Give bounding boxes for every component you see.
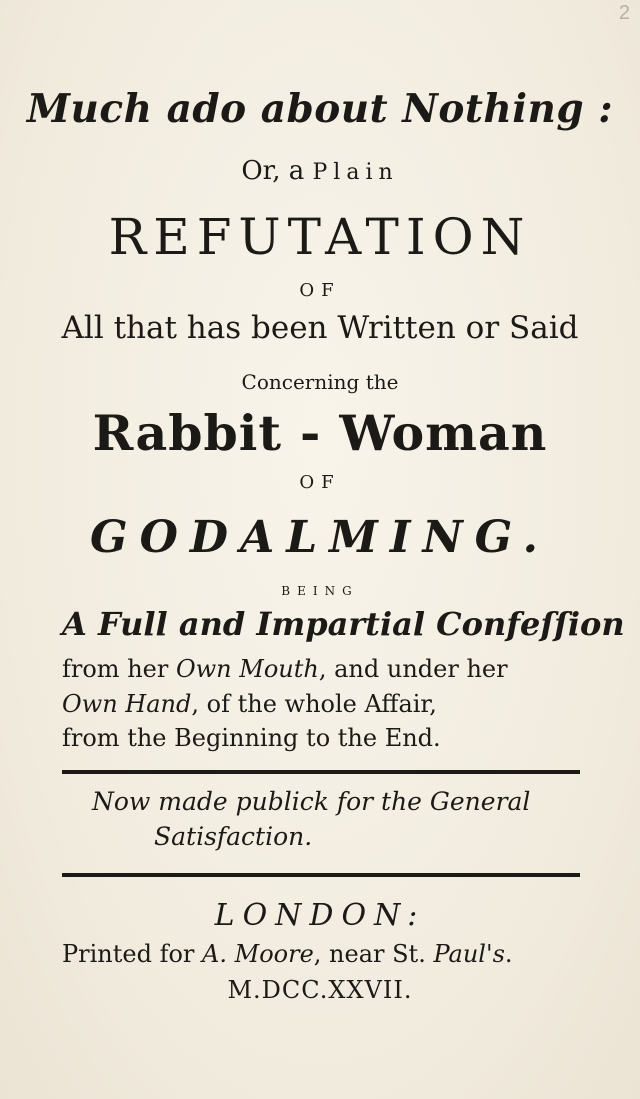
page-corner-mark: 2 — [618, 2, 630, 24]
of-connector-1: OF — [299, 280, 341, 301]
refutation-heading: REFUTATION — [108, 208, 532, 266]
subtitle-plain: Plain — [312, 160, 399, 185]
own-hand-post: , of the whole Affair, — [191, 690, 437, 718]
beginning-end-line: from the Beginning to the End. — [62, 724, 441, 752]
all-written-line: All that has been Written or Said — [61, 310, 579, 346]
publick-line: Now made publick for the General — [92, 787, 531, 816]
confession-line: A Full and Impartial Confeſſion — [62, 605, 625, 643]
main-title: Much ado about Nothing : — [26, 86, 614, 132]
imprint-printer-line — [62, 940, 513, 968]
imprint-date: M.DCC.XXVII. — [227, 976, 413, 1004]
own-hand-italic: Own Hand — [62, 690, 192, 718]
own-mouth-italic: Own Mouth — [175, 655, 319, 683]
divider-rule-top — [62, 770, 580, 774]
pauls: Paul's — [433, 940, 505, 968]
near-st: , near St. — [313, 940, 434, 968]
satisfaction-line: Satisfaction. — [154, 822, 313, 851]
concerning-line: Concerning the — [241, 370, 399, 394]
of-connector-2: OF — [299, 472, 341, 493]
own-mouth-pre: from her — [62, 655, 176, 683]
divider-rule-bottom — [62, 873, 580, 877]
godalming-heading: GODALMING. — [90, 512, 550, 563]
printer-name: A. Moore — [202, 940, 314, 968]
rabbit-woman-heading: Rabbit - Woman — [92, 404, 548, 462]
being-line: BEING — [281, 584, 359, 598]
own-mouth-post: , and under her — [318, 655, 508, 683]
imprint-place: LONDON: — [214, 898, 426, 933]
own-mouth-line — [62, 655, 508, 683]
subtitle-or-plain — [0, 156, 640, 186]
printer-line-end: . — [504, 940, 513, 968]
own-hand-line — [62, 690, 437, 718]
subtitle-or: Or, a — [241, 156, 313, 186]
printed-for: Printed for — [62, 940, 203, 968]
